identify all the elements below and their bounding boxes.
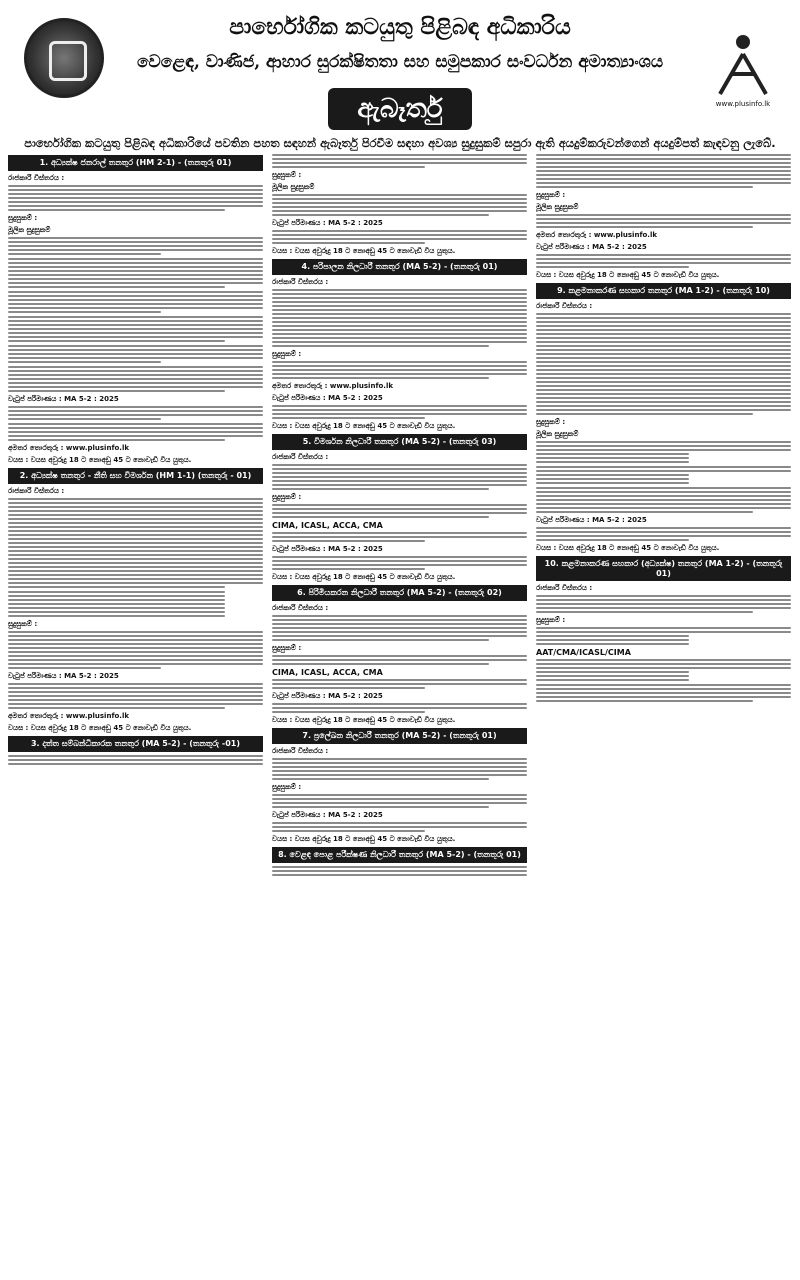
section-heading: මූලික සුදුසුකම් bbox=[536, 203, 579, 211]
section-heading: සුදුසුකම් : bbox=[536, 418, 566, 426]
text-block bbox=[272, 532, 527, 542]
text-block bbox=[272, 289, 527, 347]
text-block bbox=[536, 154, 791, 188]
text-block bbox=[272, 361, 527, 379]
age-line: වයස : වයස අවුරුදු 18 ට නොඅඩු 45 ට නොවැඩි විය යුතුය. bbox=[272, 573, 456, 581]
post-title: 9. කළමනාකරණ සහකාර තනතුර (MA 1-2) - (තනතුරු 10) bbox=[536, 283, 791, 299]
text-block bbox=[272, 679, 527, 689]
text-block bbox=[272, 794, 527, 808]
text-block bbox=[8, 755, 263, 765]
section-heading: රාජකාරි විස්තරය : bbox=[8, 487, 65, 495]
text-block bbox=[8, 406, 263, 420]
section-heading: වැටුප් පරිමාණය : MA 5-2 : 2025 bbox=[8, 672, 119, 680]
age-line: වයස : වයස අවුරුදු 18 ට නොඅඩු 45 ට නොවැඩි විය යුතුය. bbox=[8, 724, 192, 732]
column-1 bbox=[8, 152, 263, 1274]
age-line: වයස : වයස අවුරුදු 18 ට නොඅඩු 45 ට නොවැඩි විය යුතුය. bbox=[536, 271, 720, 279]
section-heading: සුදුසුකම් : bbox=[272, 171, 302, 179]
section-heading: සුදුසුකම් : bbox=[272, 644, 302, 652]
section-heading: වැටුප් පරිමාණය : MA 5-2 : 2025 bbox=[272, 219, 383, 227]
text-block bbox=[536, 595, 791, 613]
text-block bbox=[8, 591, 263, 617]
authority-title: පාර්භෝගික කටයුතු පිළිබඳ අධිකාරිය bbox=[229, 14, 571, 40]
text-block bbox=[536, 441, 791, 463]
post-title: 6. පිරිමියකරන නිලධාරී තනතුර (MA 5-2) - (තනතුරු 02) bbox=[272, 585, 527, 601]
text-block bbox=[8, 366, 263, 392]
post-title: 8. වෙළඳ පොළ පරීක්ෂණ නිලධාරී තනතුර (MA 5-2) - (තනතුරු 01) bbox=[272, 847, 527, 863]
text-block bbox=[272, 504, 527, 518]
text-block bbox=[272, 703, 527, 713]
intro-text: පාර්භෝගික කටයුතු පිළිබඳ අධිකාරියේ පවතින පහත සඳහන් ඇබෑර්තු පිරවීම සඳහා අවශ්‍ය සුදුසුකම් සපුරා ඇති අයදුම්කරුවන්ගෙන් අයදුම්පත් කැඳවනු ලැබේ. bbox=[24, 136, 776, 150]
section-heading: රාජකාරි විස්තරය : bbox=[536, 584, 593, 592]
text-block bbox=[536, 214, 791, 228]
post-title: 10. කළමනාකරණ සහකාර (අධ්‍යක්ෂ) තනතුර (MA 1-2) - (තනතුරු 01) bbox=[536, 556, 791, 581]
column-3 bbox=[536, 152, 791, 1274]
website-line: අමතර තොරතුරු : www.plusinfo.lk bbox=[8, 712, 130, 720]
professional-qualifications: CIMA, ICASL, ACCA, CMA bbox=[272, 521, 383, 530]
age-line: වයස : වයස අවුරුදු 18 ට නොඅඩු 45 ට නොවැඩි විය යුතුය. bbox=[8, 456, 192, 464]
age-line: වයස : වයස අවුරුදු 18 ට නොඅඩු 45 ට නොවැඩි විය යුතුය. bbox=[272, 247, 456, 255]
text-block bbox=[272, 822, 527, 832]
text-block bbox=[536, 487, 791, 513]
section-heading: සුදුසුකම් : bbox=[272, 783, 302, 791]
section-heading: වැටුප් පරිමාණය : MA 5-2 : 2025 bbox=[272, 692, 383, 700]
section-heading: රාජකාරි විස්තරය : bbox=[272, 453, 329, 461]
website-line: අමතර තොරතුරු : www.plusinfo.lk bbox=[272, 382, 394, 390]
professional-qualifications: CIMA, ICASL, ACCA, CMA bbox=[272, 668, 383, 677]
website-line: අමතර තොරතුරු : www.plusinfo.lk bbox=[8, 444, 130, 452]
section-heading: වැටුප් පරිමාණය : MA 5-2 : 2025 bbox=[272, 545, 383, 553]
section-heading: රාජකාරි විස්තරය : bbox=[536, 302, 593, 310]
text-block bbox=[272, 556, 527, 570]
section-heading: වැටුප් පරිමාණය : MA 5-2 : 2025 bbox=[536, 516, 647, 524]
section-heading: වැටුප් පරිමාණය : MA 5-2 : 2025 bbox=[536, 243, 647, 251]
section-heading: රාජකාරි විස්තරය : bbox=[272, 278, 329, 286]
section-heading: රාජකාරි විස්තරය : bbox=[272, 747, 329, 755]
text-block bbox=[272, 464, 527, 490]
section-heading: සුදුසුකම් : bbox=[8, 214, 38, 222]
text-block bbox=[8, 631, 263, 669]
text-block bbox=[8, 258, 263, 288]
text-block bbox=[536, 627, 791, 645]
text-block bbox=[272, 194, 527, 216]
post-title: 2. අධ්‍යක්ෂ තනතුර - නීති සහ විමර්ශන (HM 1-1) (තනතුරු - 01) bbox=[8, 468, 263, 484]
text-block bbox=[536, 659, 791, 681]
section-heading: මූලික සුදුසුකම් bbox=[8, 226, 51, 234]
text-block bbox=[272, 758, 527, 780]
age-line: වයස : වයස අවුරුදු 18 ට නොඅඩු 45 ට නොවැඩි විය යුතුය. bbox=[272, 716, 456, 724]
ministry-title: වෙළෙඳ, වාණිජ, ආහාර සුරක්ෂිතතා සහ සමුපකාර සංවර්ධන අමාත්‍යාංශය bbox=[136, 52, 664, 72]
document-header bbox=[0, 0, 800, 150]
section-heading: රාජකාරි විස්තරය : bbox=[8, 174, 65, 182]
post-title: 7. ප්‍රලේඛන නිලධාරී තනතුර (MA 5-2) - (තනතුරු 01) bbox=[272, 728, 527, 744]
text-block bbox=[8, 316, 263, 342]
post-title: 5. විමර්ශන නිලධාරී තනතුර (MA 5-2) - (තනතුරු 03) bbox=[272, 434, 527, 450]
text-block bbox=[272, 655, 527, 665]
text-block bbox=[8, 683, 263, 709]
section-heading: සුදුසුකම් : bbox=[536, 616, 566, 624]
text-block bbox=[272, 615, 527, 641]
text-block bbox=[536, 527, 791, 541]
national-emblem-logo bbox=[24, 18, 104, 98]
advertisement-label: ඇබෑර්තු bbox=[328, 88, 472, 130]
text-block bbox=[536, 466, 791, 484]
age-line: වයස : වයස අවුරුදු 18 ට නොඅඩු 45 ට නොවැඩි විය යුතුය. bbox=[272, 835, 456, 843]
text-block bbox=[272, 405, 527, 419]
section-heading: රාජකාරි විස්තරය : bbox=[272, 604, 329, 612]
text-block bbox=[8, 185, 263, 211]
text-block bbox=[272, 866, 527, 876]
post-title: 4. පරිපාලන නිලධාරී තනතුර (MA 5-2) - (තනතුරු 01) bbox=[272, 259, 527, 275]
text-block bbox=[272, 154, 527, 168]
website-line: අමතර තොරතුරු : www.plusinfo.lk bbox=[536, 231, 658, 239]
text-block bbox=[8, 498, 263, 588]
column-2 bbox=[272, 152, 527, 1274]
professional-qualifications: AAT/CMA/ICASL/CIMA bbox=[536, 648, 631, 657]
section-heading: මූලික සුදුසුකම් bbox=[272, 183, 315, 191]
text-block bbox=[8, 237, 263, 255]
section-heading: වැටුප් පරිමාණය : MA 5-2 : 2025 bbox=[272, 811, 383, 819]
section-heading: සුදුසුකම් : bbox=[8, 620, 38, 628]
post-title: 3. දත්ත සම්බන්ධීකාරක තනතුර (MA 5-2) - (තනතුරු -01) bbox=[8, 736, 263, 752]
text-block bbox=[272, 230, 527, 244]
post-title: 1. අධ්‍යක්ෂ ජනරාල් තනතුර (HM 2-1) - (තනතුරු 01) bbox=[8, 155, 263, 171]
section-heading: වැටුප් පරිමාණය : MA 5-2 : 2025 bbox=[272, 394, 383, 402]
text-block bbox=[8, 345, 263, 363]
section-heading: සුදුසුකම් : bbox=[536, 191, 566, 199]
section-heading: සුදුසුකම් : bbox=[272, 493, 302, 501]
section-heading: වැටුප් පරිමාණය : MA 5-2 : 2025 bbox=[8, 395, 119, 403]
section-heading: සුදුසුකම් : bbox=[272, 350, 302, 358]
text-block bbox=[8, 291, 263, 313]
text-block bbox=[536, 254, 791, 268]
text-block bbox=[536, 684, 791, 702]
text-block bbox=[8, 423, 263, 441]
age-line: වයස : වයස අවුරුදු 18 ට නොඅඩු 45 ට නොවැඩි විය යුතුය. bbox=[536, 544, 720, 552]
section-heading: මූලික සුදුසුකම් bbox=[536, 430, 579, 438]
text-block bbox=[536, 313, 791, 415]
logo-url: www.plusinfo.lk bbox=[715, 100, 771, 108]
age-line: වයස : වයස අවුරුදු 18 ට නොඅඩු 45 ට නොවැඩි විය යුතුය. bbox=[272, 422, 456, 430]
caa-logo bbox=[708, 28, 778, 108]
